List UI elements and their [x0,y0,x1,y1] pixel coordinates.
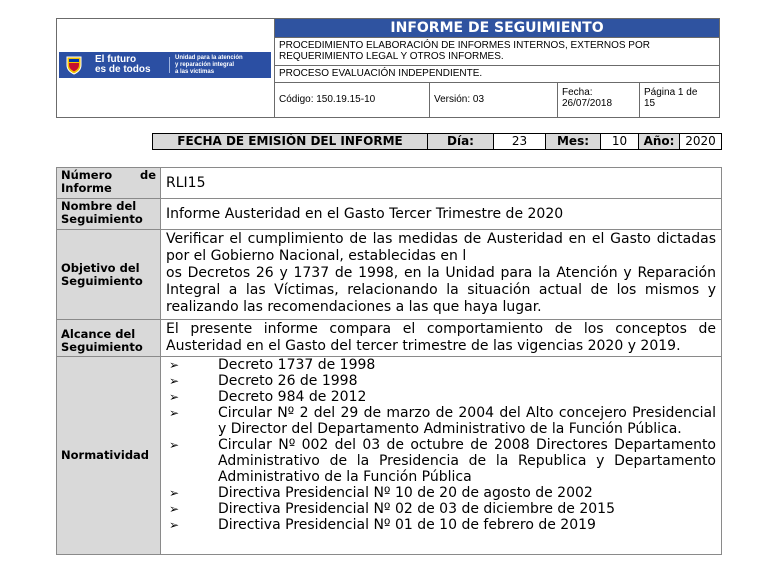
document-header [56,18,720,118]
arrow-bullet-icon: ➢ [169,390,180,404]
emission-date-label: FECHA DE EMISIÓN DEL INFORME [153,134,428,149]
normatividad-item: ➢ Circular Nº 2 del 29 de marzo de 2004 del Alto concejero Presidencial y Director del Departamento Administrativo de la Función Pública. [169,405,716,437]
document-date [558,83,640,117]
coat-of-arms-icon [65,55,83,75]
objetivo-value [161,230,721,319]
normatividad-item: ➢ Directiva Presidencial Nº 10 de 20 de agosto de 2002 [169,485,593,501]
arrow-bullet-icon: ➢ [169,502,180,516]
objetivo-line: Verificar el cumplimiento de las medidas de Austeridad en el Gasto dictadas [166,231,716,247]
logo-divider [169,57,170,73]
arrow-bullet-icon: ➢ [169,374,180,388]
objetivo-label: Objetivo del Seguimiento [57,230,161,319]
page-number [640,83,719,117]
arrow-bullet-icon: ➢ [169,518,180,532]
row-normatividad [57,357,721,554]
month-label: Mes: [546,134,601,149]
year-value: 2020 [685,134,716,148]
arrow-bullet-icon: ➢ [169,358,180,372]
objetivo-line: por el Gobierno Nacional, establecidas en l [166,248,467,264]
normatividad-item: ➢ Decreto 26 de 1998 [169,373,358,389]
institution-logo [59,52,271,78]
objetivo-line: realizando las recomendaciones a las que haya lugar. [166,299,542,315]
logo-entity-name: Unidad para la atención y reparación integral a las víctimas [175,55,243,75]
day-label: Día: [428,134,494,149]
alcance-value [161,320,721,356]
alcance-label: Alcance del Seguimiento [57,320,161,356]
document-date-label: Fecha: [562,87,593,98]
procedure-name: PROCEDIMIENTO ELABORACIÓN DE INFORMES INTERNOS, EXTERNOS POR REQUERIMIENTO LEGAL Y OTROS INFORMES. [275,37,719,66]
document-version: Versión: 03 [430,83,558,117]
normatividad-list [161,357,721,554]
nombre-seguimiento-value: Informe Austeridad en el Gasto Tercer Trimestre de 2020 [166,205,564,222]
normatividad-item: ➢ Directiva Presidencial Nº 01 de 10 de febrero de 2019 [169,517,596,533]
day-value: 23 [494,134,546,149]
emission-date-row [152,133,722,150]
document-title: INFORME DE SEGUIMIENTO [275,19,719,37]
numero-informe-value: RLI15 [166,174,206,191]
page-number-label: Página 1 de [644,87,698,98]
logo-cell [57,19,275,117]
page-number-total: 15 [644,98,656,109]
normatividad-label: Normatividad [57,357,161,554]
arrow-bullet-icon: ➢ [169,486,180,500]
document-code: Código: 150.19.15-10 [275,83,430,117]
normatividad-item: ➢ Circular Nº 002 del 03 de octubre de 2008 Directores Departamento Administrativo de la Presidencia de la Republica y Departamento Administrativo de la Función Pública [169,437,716,485]
objetivo-line: Integral a las Víctimas, relacionando la situación actual de los mismos y [166,282,716,298]
normatividad-item: ➢ Decreto 1737 de 1998 [169,357,376,373]
arrow-bullet-icon: ➢ [169,406,180,420]
row-alcance [57,320,721,357]
normatividad-item: ➢ Decreto 984 de 2012 [169,389,367,405]
objetivo-line: os Decretos 26 y 1737 de 1998, en la Unidad para la Atención y Reparación [166,265,716,281]
document-date-value: 26/07/2018 [562,98,613,109]
numero-informe-label: Número de Informe [57,168,161,198]
arrow-bullet-icon: ➢ [169,438,180,452]
document-meta-row [275,83,719,117]
row-numero-informe [57,168,721,199]
row-nombre-seguimiento [57,199,721,230]
report-info-table [56,167,722,555]
logo-slogan: El futuro es de todos [95,54,151,75]
alcance-line: El presente informe compara el comportamiento de los conceptos de [166,321,716,337]
year-label: Año: [639,134,680,149]
normatividad-item: ➢ Directiva Presidencial Nº 02 de 03 de diciembre de 2015 [169,501,615,517]
row-objetivo [57,230,721,320]
process-name: PROCESO EVALUACIÓN INDEPENDIENTE. [275,66,719,83]
nombre-seguimiento-label: Nombre del Seguimiento [57,199,161,229]
month-value: 10 [601,134,639,149]
alcance-line: Austeridad en el Gasto del tercer trimestre de las vigencias 2020 y 2019. [166,338,681,354]
